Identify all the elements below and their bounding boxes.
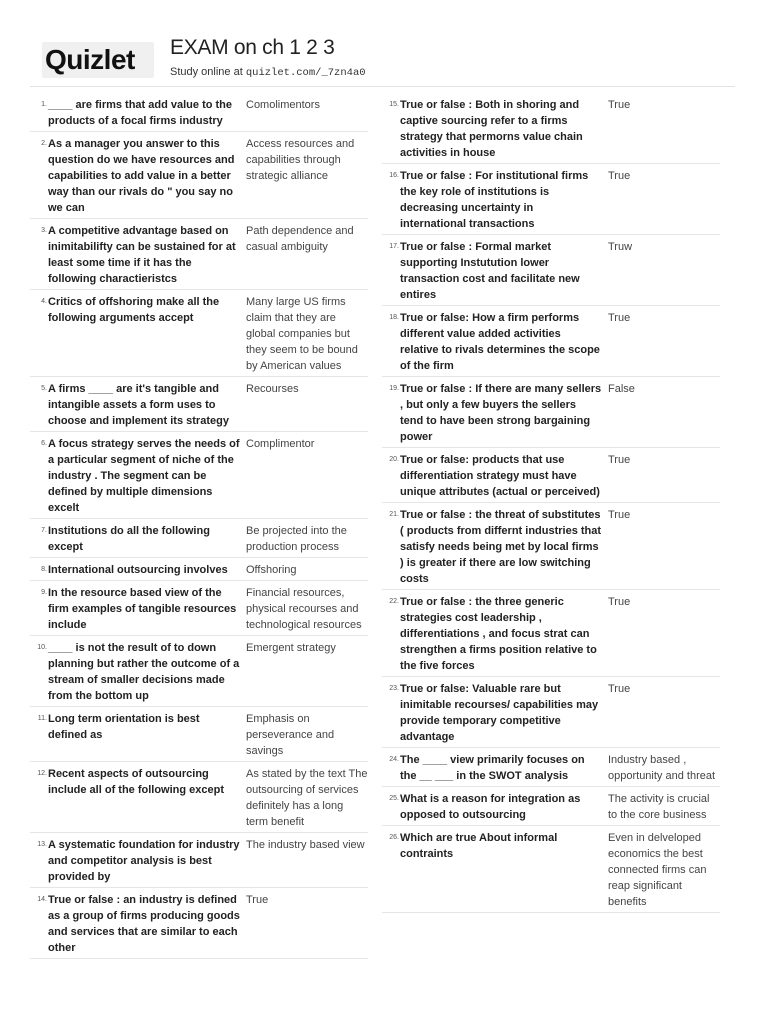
card-number: 3.	[41, 227, 47, 234]
card-definition: Financial resources, physical recourses and technological resources	[246, 587, 362, 631]
card-row	[382, 164, 720, 235]
card-number: 21.	[389, 511, 399, 518]
card-row	[382, 448, 720, 503]
card-definition: Emphasis on perseverance and savings	[246, 713, 335, 757]
card-number: 12.	[37, 770, 47, 777]
card-number: 16.	[389, 172, 399, 179]
card-row	[382, 677, 720, 748]
card-term: A firms ____ are it's tangible and intangible assets a form uses to choose and implement its strategy	[48, 383, 229, 427]
card-list-left	[30, 93, 368, 959]
card-term: International outsourcing involves	[48, 564, 228, 576]
card-row	[382, 503, 720, 590]
card-row	[30, 432, 368, 519]
card-definition: Recourses	[246, 383, 299, 395]
card-number: 17.	[389, 243, 399, 250]
card-row	[30, 707, 368, 762]
card-term: True or false : the three generic strategies cost leadership , differentiations , and focus strat can strengthen a firms position relative to the five forces	[400, 596, 597, 672]
card-term: A systematic foundation for industry and competitor analysis is best provided by	[48, 839, 240, 883]
card-term: True or false: products that use differentiation strategy must have unique attributes (actual or perceived)	[400, 454, 600, 498]
card-term: True or false : the threat of substitutes ( products from differnt industries that satisfy needs being met by local firms ) is greater if there are low switching costs	[400, 509, 602, 585]
card-row	[30, 219, 368, 290]
card-definition: False	[608, 383, 635, 395]
card-definition: True	[608, 312, 631, 324]
card-term: Institutions do all the following except	[48, 525, 210, 553]
card-term: Recent aspects of outsourcing include all of the following except	[48, 768, 225, 796]
card-row	[30, 762, 368, 833]
card-definition: True	[608, 99, 631, 111]
card-number: 10.	[37, 644, 47, 651]
card-term: ____ is not the result of to down planning but rather the outcome of a stream of smaller decisions made from the bottom up	[48, 642, 240, 702]
card-number: 6.	[41, 440, 47, 447]
card-number: 22.	[389, 598, 399, 605]
card-definition: The industry based view	[246, 839, 365, 851]
card-number: 20.	[389, 456, 399, 463]
card-term: Long term orientation is best defined as	[48, 713, 200, 741]
card-definition: Even in delveloped economics the best connected firms can reap significant benefits	[608, 832, 707, 908]
card-definition: Access resources and capabilities through strategic alliance	[246, 138, 355, 182]
card-definition: True	[608, 509, 631, 521]
card-number: 25.	[389, 795, 399, 802]
card-number: 14.	[37, 896, 47, 903]
card-term: As a manager you answer to this question do we have resources and capabilities to add value in a better way than our rivals do " you say no we can	[48, 138, 235, 214]
card-row	[382, 377, 720, 448]
card-definition: Emergent strategy	[246, 642, 336, 654]
card-number: 7.	[41, 527, 47, 534]
card-row	[382, 748, 720, 787]
card-row	[30, 519, 368, 558]
study-url-link[interactable]: quizlet.com/_7zn4a0	[245, 67, 366, 79]
card-definition: True	[608, 596, 631, 608]
card-number: 18.	[389, 314, 399, 321]
card-row	[30, 132, 368, 219]
card-term: True or false: Valuable rare but inimitable recourses/ capabilities may provide temporary competitive advantage	[400, 683, 599, 743]
card-number: 11.	[37, 715, 47, 722]
card-definition: Path dependence and casual ambiguity	[246, 225, 354, 253]
card-row	[382, 826, 720, 913]
card-definition: Comolimentors	[246, 99, 320, 111]
card-term: True or false : For institutional firms the key role of institutions is decreasing uncertainty in international transactions	[400, 170, 589, 230]
card-row	[382, 590, 720, 677]
card-term: Critics of offshoring make all the following arguments accept	[48, 296, 220, 324]
document-header	[0, 0, 768, 92]
card-term: True or false : an industry is defined as a group of firms producing goods and services that are similar to each other	[48, 894, 240, 954]
card-term: True or false : If there are many sellers , but only a few buyers the sellers tend to have been strong bargaining power	[400, 383, 602, 443]
card-term: What is a reason for integration as opposed to outsourcing	[400, 793, 581, 821]
card-number: 1.	[41, 101, 47, 108]
card-term: True or false : Formal market supporting Instutution lower transaction cost and facilitate new entires	[400, 241, 580, 301]
card-term: ____ are firms that add value to the products of a focal firms industry	[48, 99, 233, 127]
card-row	[382, 93, 720, 164]
card-term: True or false : Both in shoring and captive sourcing refer to a firms strategy that permorns value chain activities in house	[400, 99, 583, 159]
card-term: A focus strategy serves the needs of a particular segment of niche of the industry . The segment can be defined by multiple dimensions excelt	[48, 438, 240, 514]
study-online-line	[170, 66, 366, 79]
card-definition: True	[246, 894, 269, 906]
card-definition: True	[608, 683, 631, 695]
card-definition: The activity is crucial to the core business	[608, 793, 710, 821]
card-term: Which are true About informal contraints	[400, 832, 558, 860]
card-row	[382, 787, 720, 826]
card-list-right	[382, 93, 720, 913]
card-number: 26.	[389, 834, 399, 841]
card-term: True or false: How a firm performs different value added activities relative to rivals determines the scope of the firm	[400, 312, 600, 372]
card-row	[30, 93, 368, 132]
card-definition: Complimentor	[246, 438, 315, 450]
document-title: EXAM on ch 1 2 3	[170, 36, 335, 59]
card-definition: Be projected into the production process	[246, 525, 347, 553]
card-definition: True	[608, 170, 631, 182]
header-divider	[30, 86, 735, 87]
card-definition: Many large US firms claim that they are global companies but they seem to be bound by American values	[246, 296, 358, 372]
card-row	[30, 558, 368, 581]
card-definition: Offshoring	[246, 564, 297, 576]
card-row	[30, 636, 368, 707]
card-term: A competitive advantage based on inimitabilifty can be sustained for at least some time if it has the following charactieristcs	[48, 225, 236, 285]
card-number: 13.	[37, 841, 47, 848]
card-definition: True	[608, 454, 631, 466]
card-row	[382, 306, 720, 377]
card-term: In the resource based view of the firm examples of tangible resources include	[48, 587, 237, 631]
card-row	[30, 581, 368, 636]
study-prefix: Study online at	[170, 66, 246, 78]
card-row	[382, 235, 720, 306]
card-number: 19.	[389, 385, 399, 392]
card-row	[30, 888, 368, 959]
card-row	[30, 377, 368, 432]
card-definition: As stated by the text The outsourcing of services definitely has a long term benefit	[246, 768, 368, 828]
card-number: 24.	[389, 756, 399, 763]
card-definition: Industry based , opportunity and threat	[608, 754, 716, 782]
card-number: 2.	[41, 140, 47, 147]
card-number: 23.	[389, 685, 399, 692]
quizlet-logo[interactable]: Quizlet	[42, 42, 154, 78]
card-number: 5.	[41, 385, 47, 392]
card-number: 9.	[41, 589, 47, 596]
card-term: The ____ view primarily focuses on the __ ___ in the SWOT analysis	[400, 754, 585, 782]
card-definition: Truw	[608, 241, 633, 253]
card-row	[30, 290, 368, 377]
card-row	[30, 833, 368, 888]
card-number: 15.	[389, 101, 399, 108]
card-number: 4.	[41, 298, 47, 305]
card-number: 8.	[41, 566, 47, 573]
